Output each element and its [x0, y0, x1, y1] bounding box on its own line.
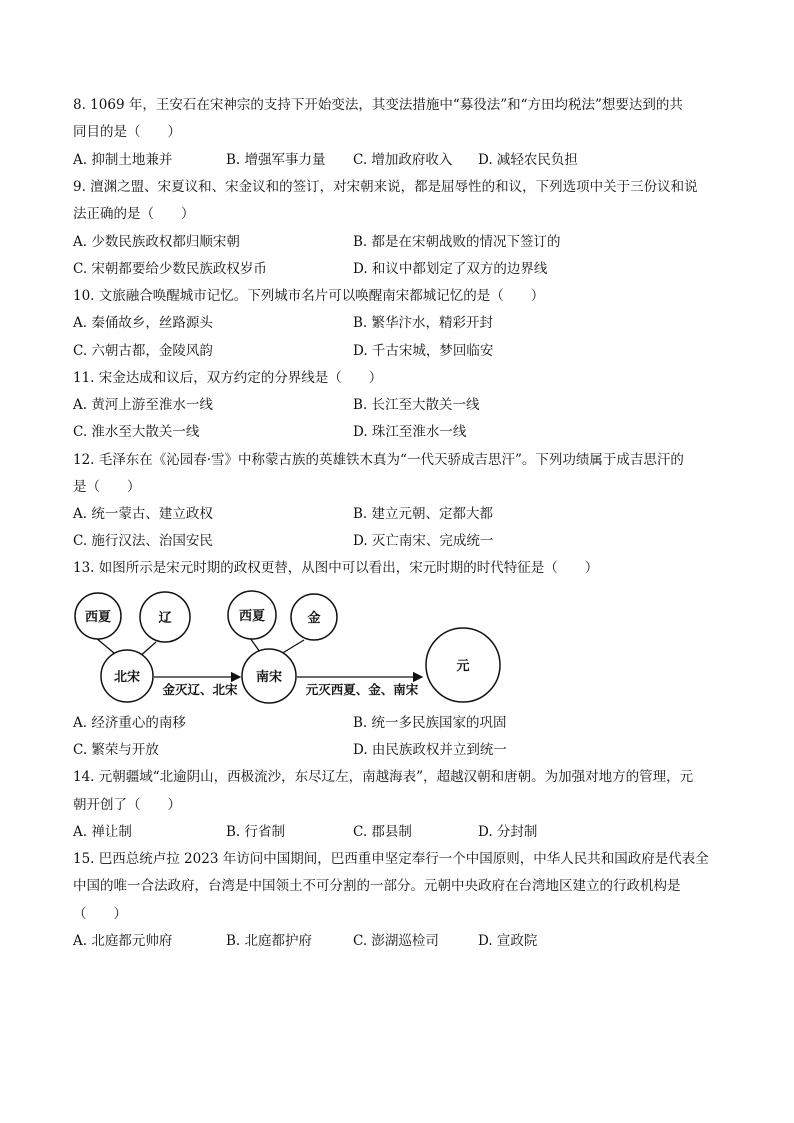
- q13-option-b[interactable]: B. 统一多民族国家的巩固: [353, 715, 507, 731]
- q14-option-b[interactable]: B. 行省制: [226, 824, 286, 840]
- q15-option-d[interactable]: D. 宣政院: [478, 933, 538, 949]
- q8-stem-line1: 8. 1069 年，王安石在宋神宗的支持下开始变法，其变法措施中“募役法”和“方田均税法”想要达到的共: [73, 97, 683, 113]
- q8-stem-line2: 同目的是（ ）: [73, 124, 181, 140]
- q9-option-d[interactable]: D. 和议中都划定了双方的边界线: [353, 261, 548, 277]
- regime-succession-diagram: [70, 586, 510, 708]
- q8-option-b[interactable]: B. 增强军事力量: [226, 152, 326, 168]
- q14-option-c[interactable]: C. 郡县制: [353, 824, 412, 840]
- q14-stem-line2: 朝开创了（ ）: [73, 797, 181, 813]
- q13-stem-line1: 13. 如图所示是宋元时期的政权更替，从图中可以看出，宋元时期的时代特征是（ ）: [73, 560, 599, 576]
- q10-option-c[interactable]: C. 六朝古都，金陵风韵: [73, 343, 213, 359]
- q8-option-a[interactable]: A. 抑制土地兼并: [73, 152, 173, 168]
- node-nansong-label: 南宋: [255, 670, 283, 685]
- q10-option-d[interactable]: D. 千古宋城，梦回临安: [353, 343, 494, 359]
- q12-stem-line1: 12. 毛泽东在《沁园春·雪》中称蒙古族的英雄铁木真为“一代天骄成吉思汗”。下列功绩属于成吉思汗的: [73, 452, 684, 468]
- q15-option-a[interactable]: A. 北庭都元帅府: [73, 933, 173, 949]
- q11-stem-line1: 11. 宋金达成和议后，双方约定的分界线是（ ）: [73, 370, 383, 386]
- q14-stem-line1: 14. 元朝疆域“北逾阴山，西极流沙，东尽辽左，南越海表”，超越汉朝和唐朝。为加强对地方的管理，元: [73, 769, 694, 785]
- node-yuan-label: 元: [456, 659, 470, 674]
- q15-stem-line1: 15. 巴西总统卢拉 2023 年访问中国期间，巴西重申坚定奉行一个中国原则，中华人民共和国政府是代表全: [73, 851, 709, 867]
- node-xixia-label: 西夏: [84, 610, 112, 625]
- q9-option-b[interactable]: B. 都是在宋朝战败的情况下签订的: [353, 234, 561, 250]
- q11-option-d[interactable]: D. 珠江至淮水一线: [353, 424, 467, 440]
- q14-option-d[interactable]: D. 分封制: [478, 824, 538, 840]
- q13-option-a[interactable]: A. 经济重心的南移: [73, 715, 186, 731]
- q12-option-d[interactable]: D. 灭亡南宋、完成统一: [353, 533, 494, 549]
- q10-option-a[interactable]: A. 秦俑故乡，丝路源头: [73, 315, 213, 331]
- q14-option-a[interactable]: A. 禅让制: [73, 824, 132, 840]
- node-xixia2-label: 西夏: [238, 609, 266, 624]
- q8-option-d[interactable]: D. 减轻农民负担: [478, 152, 578, 168]
- arrow-label-yuan-conquest: 元灭西夏、金、南宋: [305, 682, 419, 697]
- link-jin-nansong: [281, 640, 304, 654]
- node-liao-label: 辽: [158, 611, 172, 626]
- q15-stem-line2: 中国的唯一合法政府，台湾是中国领土不可分割的一部分。元朝中央政府在台湾地区建立的行政机构是: [73, 878, 681, 894]
- arrow-label-jin-conquest: 金灭辽、北宋: [162, 682, 238, 697]
- q12-stem-line2: 是（ ）: [73, 479, 141, 495]
- q11-option-c[interactable]: C. 淮水至大散关一线: [73, 424, 200, 440]
- q15-option-b[interactable]: B. 北庭都护府: [226, 933, 313, 949]
- q15-stem-line3: （ ）: [73, 906, 127, 922]
- q13-option-d[interactable]: D. 由民族政权并立到统一: [353, 742, 507, 758]
- node-beisong-label: 北宋: [113, 670, 141, 685]
- q9-option-c[interactable]: C. 宋朝都要给少数民族政权岁币: [73, 261, 267, 277]
- node-jin-label: 金: [307, 611, 321, 626]
- q12-option-b[interactable]: B. 建立元朝、定都大都: [353, 506, 494, 522]
- q12-option-a[interactable]: A. 统一蒙古、建立政权: [73, 506, 213, 522]
- link-xixia2-nansong: [250, 638, 260, 652]
- q9-stem-line2: 法正确的是（ ）: [73, 206, 195, 222]
- q11-option-b[interactable]: B. 长江至大散关一线: [353, 397, 480, 413]
- q15-option-c[interactable]: C. 澎湖巡检司: [353, 933, 439, 949]
- q13-option-c[interactable]: C. 繁荣与开放: [73, 742, 159, 758]
- q8-option-c[interactable]: C. 增加政府收入: [353, 152, 453, 168]
- q12-option-c[interactable]: C. 施行汉法、治国安民: [73, 533, 213, 549]
- q11-option-a[interactable]: A. 黄河上游至淮水一线: [73, 397, 213, 413]
- q10-stem-line1: 10. 文旅融合唤醒城市记忆。下列城市名片可以唤醒南宋都城记忆的是（ ）: [73, 288, 545, 304]
- q9-stem-line1: 9. 澶渊之盟、宋夏议和、宋金议和的签订，对宋朝来说，都是屈辱性的和议，下列选项中关于三份议和说: [73, 179, 698, 195]
- q9-option-a[interactable]: A. 少数民族政权都归顺宋朝: [73, 234, 240, 250]
- q10-option-b[interactable]: B. 繁华汴水，精彩开封: [353, 315, 494, 331]
